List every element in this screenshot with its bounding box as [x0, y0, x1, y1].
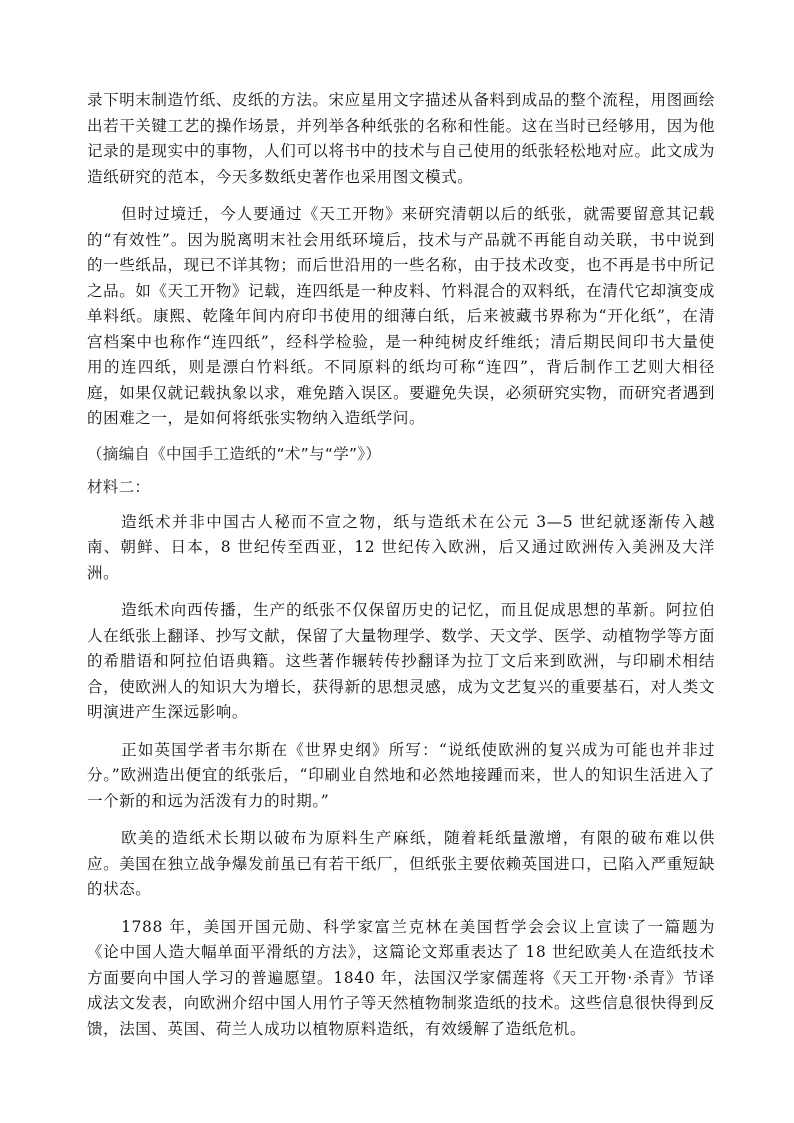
paragraph-spread-of-papermaking: 造纸术并非中国古人秘而不宣之物，纸与造纸术在公元 3—5 世纪就逐渐传入越南、朝鲜、日本，8 世纪传至西亚，12 世纪传入欧洲，后又通过欧洲传入美洲及大洋洲。 [87, 512, 715, 582]
paragraph-westward-transmission: 造纸术向西传播，生产的纸张不仅保留历史的记忆，而且促成思想的革新。阿拉伯人在纸张上翻译、抄写文献，保留了大量物理学、数学、天文学、医学、动植物学等方面的希腊语和阿拉伯语典籍。这些著作辗转传抄翻译为拉丁文后来到欧洲，与印刷术相结合，使欧洲人的知识大为增长，获得新的思想灵感，成为文艺复兴的重要基石，对人类文明演进产生深远影响。 [87, 601, 715, 721]
paragraph-tiangong-validity: 但时过境迁，今人要通过《天工开物》来研究清朝以后的纸张，就需要留意其记载的“有效性”。因为脱离明末社会用纸环境后，技术与产品就不再能自动关联，书中说到的一些纸品，现已不详其物；而后世沿用的一些名称，由于技术改变，也不再是书中所记之品。如《天工开物》记载，连四纸是一种皮料、竹料混合的双料纸，在清代它却演变成单料纸。康熙、乾隆年间内府印书使用的细薄白纸，后来被藏书界称为“开化纸”，在清宫档案中也称作“连四纸”，经科学检验，是一种纯树皮纤维纸；清后期民间印书大量使用的连四纸，则是漂白竹料纸。不同原料的纸均可称“连四”，背后制作工艺则大相径庭，如果仅就记载执象以求，难免踏入误区。要避免失误，必须研究实物，而研究者遇到的困难之一，是如何将纸张实物纳入造纸学问。 [87, 205, 715, 427]
document-page [87, 88, 715, 1042]
paragraph-continuation: 录下明末制造竹纸、皮纸的方法。宋应星用文字描述从备料到成品的整个流程，用图画绘出若干关键工艺的操作场景，并列举各种纸张的名称和性能。这在当时已经够用，因为他记录的是现实中的事物，人们可以将书中的技术与自己使用的纸张轻松地对应。此文成为造纸研究的范本，今天多数纸史著作也采用图文模式。 [87, 91, 715, 186]
material-two-heading: 材料二： [87, 477, 151, 496]
paragraph-rag-paper-shortage: 欧美的造纸术长期以破布为原料生产麻纸，随着耗纸量激增，有限的破布难以供应。美国在独立战争爆发前虽已有若干纸厂，但纸张主要依赖英国进口，已陷入严重短缺的状态。 [87, 829, 715, 898]
paragraph-franklin-julien: 1788 年，美国开国元勋、科学家富兰克林在美国哲学会会议上宣读了一篇题为《论中国人造大幅单面平滑纸的方法》，这篇论文郑重表达了 18 世纪欧美人在造纸技术方面要向中国人学习的普遍愿望。1840 年，法国汉学家儒莲将《天工开物·杀青》节译成法文发表，向欧洲介绍中国人用竹子等天然植物制浆造纸的技术。这些信息很快得到反馈，法国、英国、荷兰人成功以植物原料造纸，有效缓解了造纸危机。 [87, 917, 715, 1038]
source-citation: （摘编自《中国手工造纸的“术”与“学”》） [87, 444, 382, 463]
paragraph-wells-quote: 正如英国学者韦尔斯在《世界史纲》所写：“说纸使欧洲的复兴成为可能也并非过分。”欧洲造出便宜的纸张后，“印刷业自然地和必然地接踵而来，世人的知识生活进入了一个新的和远为活泼有力的时期。” [87, 740, 715, 810]
